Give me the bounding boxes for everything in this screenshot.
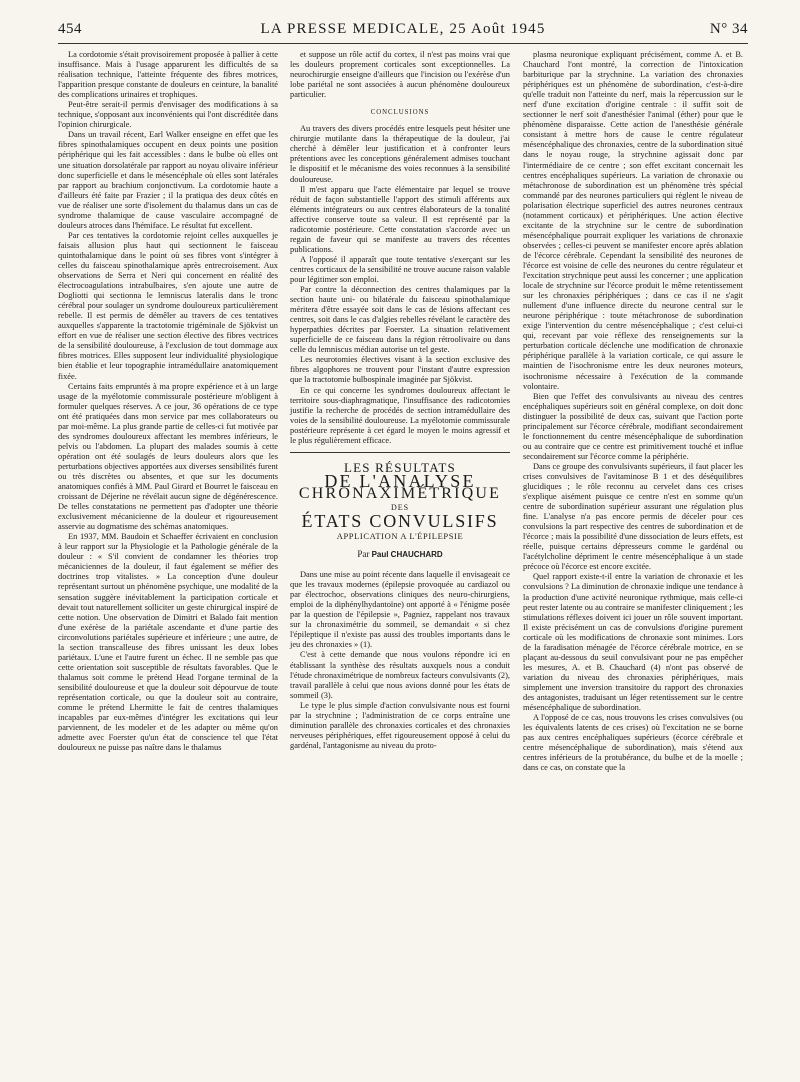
paragraph: Dans ce groupe des convulsivants supérieurs, il faut placer les crises convulsives de l'avitaminose B 1 et des déséquilibres glucidiques ; le rôle reconnu au cervelet dans ces crises s'explique aisément puisque ce centre n'est en somme qu'un centre de subordination supérieur assurant une régulation plus fine. L'analyse n'a pas encore permis de déceler pour ces convulsions la part respective des centres de subordination et de l'écorce ; mais la possibilité d'une dissociation de leurs effets, est réelle, puisque certains dépresseurs comme le gardénal ou l'acétylcholine dépriment le centre mésencéphalique à un stade précoce où l'écorce est encore excitée. <box>523 461 743 572</box>
article-title-line: CHRONAXIMÉTRIQUE <box>298 484 502 502</box>
article-author: Paul CHAUCHARD <box>371 550 443 560</box>
article-title-line: DES <box>390 502 410 512</box>
article-title-line: LES RÉSULTATS <box>344 459 456 475</box>
paragraph: Le type le plus simple d'action convulsivante nous est fourni par la strychnine ; l'administration de ce corps entraîne une diminution parallèle des chronaxies corticales et des chronaxies nerveuses périphériques, effet rigoureusement opposé à celui du gardénal, l'antagonisme au niveau du proto- <box>290 700 510 750</box>
paragraph: Certains faits empruntés à ma propre expérience et à un large usage de la myélotomie commissurale postérieure m'obligent à formuler quelques réserves. A ce jour, 36 opérations de ce type ont été pratiquées dans mon service par mes collaborateurs ou par moi-même. La plus grande partie de celles-ci fut motivée par des syndromes douloureux affectant les membres inférieurs, le pelvis ou l'abdomen. La plupart des malades soumis à cette opération ont été soulagés de leurs douleurs alors que les perturbations objectives apportées aux diverses sensibilités furent ou très discrètes ou absentes, et que sur les documents anatomiques confiés à MM. Paul Girard et Bourret le faisceau en croissant de Déjerine ne révélait aucun signe de dégénérescence. De telles constatations ne permettent pas d'adopter une théorie exclusivement mécanicienne de la douleur et rigoureusement asservie au dogmatisme des schémas anatomiques. <box>58 381 278 532</box>
conclusion-paragraph: En ce qui concerne les syndromes douloureux affectant le territoire sous-diaphragmatique, l'insuffisance des radicotomies justifie la recherche de procédés de section intramédullaire des voies de la sensibilité douloureuse. La myélotomie commissurale postérieure représente à cet égard le moyen le moins agressif et le plus régulièrement efficace. <box>290 385 510 445</box>
conclusion-paragraph: Au travers des divers procédés entre lesquels peut hésiter une chirurgie mutilante dans la thérapeutique de la douleur, j'ai cherché à démêler leur justification et à confronter leurs prétentions avec les conceptions généralement admises touchant le dispositif et le mécanisme des voies reconnues à la sensibilité douloureuse. <box>290 124 510 184</box>
paragraph: C'est à cette demande que nous voulons répondre ici en établissant la synthèse des résultats auxquels nous a conduit l'étude chronaximétrique de nombreux facteurs convulsivants (2), travail parallèle à celui que nous avions donné pour les états de sommeil (3). <box>290 650 510 700</box>
journal-title: LA PRESSE MEDICALE, 25 Août 1945 <box>260 20 546 37</box>
paragraph: Peut-être serait-il permis d'envisager des modifications à sa technique, s'opposant aux inconvénients qui l'ont discréditée dans l'opinion chirurgicale. <box>58 100 278 130</box>
page-number: 454 <box>58 20 82 37</box>
article-separator <box>290 452 510 453</box>
paragraph: Par ces tentatives la cordotomie rejoint celles auxquelles je faisais allusion plus haut qui sectionnent le faisceau quintothalamique dans le point où ses fibres vont s'intégrer à celles du faisceau spinothalamique après entrecroisement. Aux observations de Serra et Neri qui concernent en réalité des électrocoagulations intrabulbaires, s'en ajoute une autre de Dogliotti qui sectionna le lemniscus lateralis dans le tronc cérébral pour soulager un syndrome douloureux particulièrement rebelle. Il est permis de démêler au travers de ces tentatives auxquelles s'apparente la tractotomie trigéminale de Sjökvist un effort en vue de réaliser une section élective des fibres vectrices de la sensibilité douloureuse, à l'exclusion de tout dommage aux fibres motrices. Elles supposent leur individualité physiologique bien établie et leur topographie intramédullaire anatomiquement fixée. <box>58 230 278 381</box>
article-title-block <box>290 459 510 560</box>
conclusion-paragraph: Par contre la déconnection des centres thalamiques par la section haute uni- ou bilatérale du faisceau spinothalamique méritera d'être essayée soit dans le cas de lésions affectant ces centres, soit dans le cas d'algies rebelles révélant le caractère des hyperpathies décrites par Foerster. La situation relativement superficielle de ce faisceau dans la région rétroolivaire ou dans celle du lemniscus médian autorise un tel geste. <box>290 285 510 355</box>
paragraph: plasma neuronique expliquant précisément, comme A. et B. Chauchard l'ont montré, la correction de l'intoxication barbiturique par la strychnine. La variation des chronaxies périphériques est un phénomène de subordination, c'est-à-dire qu'elle traduit non l'atteinte du nerf, mais la répercussion sur le nerf d'une excitation d'origine centrale : il suffit soit de sectionner le nerf soit d'anesthésier l'animal (éther) pour que le phénomène disparaisse. Cette action de l'anesthésie générale consistant à mettre hors de cause le centre régulateur mésencéphalique des chronaxies, centre de la subordination situé dans le noyau rouge, la strychnine agissait donc par l'intermédiaire de ce centre ; son effet excitant concernait les centres encéphaliques supérieurs. La variation de chronaxie ou métachronose de subordination est un phénomène très spécial commandé par des neurones particuliers qui règlent le niveau de polarisation électrique superficiel des autres neurones centraux (notamment corticaux) et périphériques. Une action élective excitante de la strychnine sur le centre de subordination mésencéphalique pourrait expliquer les variations de chronaxie observées ; celles-ci peuvent se manifester encore après ablation de l'écorce cérébrale. Cependant la sensibilité des neurones de l'écorce est voisine de celle des neurones du centre régulateur et l'excitation strychnique peut aussi les concerner ; une application locale de strychnine sur l'écorce produit le même retentissement sur les chronaxies périphériques ; dans ce cas il ne s'agit nullement d'une influence directe du neurone central sur le neurone périphérique : toute métachronose de subordination exige l'intervention du centre mésencéphalique ; c'est celui-ci qui, recevant par voie réflexe des renseignements sur la perturbation corticale déclenche une modification de chronaxie périphérique parallèle à la variation corticale, ce qui assure le maintien de l'isochronisme entre les deux neurones moteurs, isochronisme nécessaire à l'exécution de la commande volontaire. <box>523 50 743 391</box>
paragraph: et suppose un rôle actif du cortex, il n'est pas moins vrai que les douleurs proprement corticales sont exceptionnelles. La neurochirurgie enseigne d'ailleurs que l'incision ou l'exérèse d'un lobe pariétal ne sont associées à aucun phénomène douloureux particulier. <box>290 50 510 100</box>
paragraph: Dans un travail récent, Earl Walker enseigne en effet que les fibres spinothalamiques occupent en deux points une position périphérique qui les fait accessibles : dans le bulbe où elles ont une situation dorsolatérale par rapport au noyau olivaire inférieur donc superficielle et dans le mésencéphale où elles sont latérales par rapport au brachium conjonctivum. La cordotomie haute a d'ailleurs été faite par Frazier ; il la pratiqua des deux côtés en vue de réaliser une sorte d'isolement du thalamus dans un cas de syndrome thalamique de cause vasculaire accompagné de douleurs atroces dans l'hémiface. Le résultat fut excellent. <box>58 130 278 230</box>
paragraph: Bien que l'effet des convulsivants au niveau des centres encéphaliques supérieurs soit en général complexe, on doit donc distinguer la possibilité de deux cas, suivant que l'action porte principalement sur l'écorce cérébrale, modifiant secondairement le fonctionnement du centre mésencéphalique de subordination ou au contraire que ce centre est primitivement touché et influe secondairement sur l'écorce comme la périphérie. <box>523 391 743 461</box>
running-header <box>58 16 748 42</box>
conclusions-heading: CONCLUSIONS <box>370 109 430 117</box>
article-title-line: DE L'ANALYSE <box>324 470 476 491</box>
paragraph: A l'opposé de ce cas, nous trouvons les crises convulsives (ou les équivalents latents de ces crises) où l'excitation ne se borne pas aux centres encéphaliques supérieurs (écorce cérébrale et centre mésencéphalique de subordination), mais s'étend aux centres inférieurs de la protubérance, du bulbe et de la moelle ; dans ce cas, on constate que la <box>523 713 743 773</box>
conclusion-paragraph: Les neurotomies électives visant à la section exclusive des fibres algophores ne trouvent pour l'instant d'autre expression que la tractotomie bulbospinale imaginée par Sjökvist. <box>290 355 510 385</box>
byline-prefix: Par <box>357 549 370 560</box>
paragraph: En 1937, MM. Baudoin et Schaeffer écrivaient en conclusion à leur rapport sur la Physiologie et la Pathologie générale de la douleur : « S'il convient de condamner les théories trop mécaniciennes de la douleur, il faut également se méfier des doctrines trop vitalistes. » La conception d'une douleur représentant surtout un phénomène psychique, une modalité de la sensation suggère inévitablement la participation corticale et devait tout naturellement solliciter un geste chirurgical inspiré de cette notion. Une observation de Dimitri et Balado fait mention d'une exérèse de la pariétale ascendante et d'une partie des circonvolutions pariétales supérieure et inférieure ; une autre, de la section transcalleuse des fibres unissant les deux lobes pariétaux. L'une et l'autre furent un échec. Il ne semble pas que cette orientation soit susceptible de résultats favorables. Que le thalamus soit comme le prétend Head l'organe terminal de la sensibilité douloureuse et que la douleur soit dépourvue de toute représentation corticale, ou que la douleur soit au contraire, comme le prétend Lhermitte le fait de centres thalamiques incapables par eux-mêmes d'intégrer les excitations qui leur parviennent, de les modeler et de les adapter ou même qu'on admette avec Foerster qu'un état de conscience tel que l'état douloureux ne puisse pas naître dans le thalamus <box>58 532 278 753</box>
conclusion-paragraph: Il m'est apparu que l'acte élémentaire par lequel se trouve réduit de façon substantielle l'apport des stimuli afférents aux éléments intégrateurs ou aux centres élaborateurs de la tonalité affective conserve toute sa valeur. Il est représenté par la radicotomie postérieure. Cette constatation s'accorde avec un regain de faveur qui se manifeste au travers des récentes publications. <box>290 184 510 254</box>
article-byline <box>290 549 510 560</box>
issue-number: N° 34 <box>709 20 748 37</box>
column-right <box>523 50 743 773</box>
conclusion-paragraph: A l'opposé il apparaît que toute tentative s'exerçant sur les centres corticaux de la sensibilité ne trouve aucune raison valable pour légitimer son emploi. <box>290 254 510 284</box>
column-left <box>58 50 278 753</box>
paragraph: La cordotomie s'était provisoirement proposée à pallier à cette insuffisance. Mais à l'usage apparurent les difficultés de sa réalisation technique, l'atteinte fréquente des fibres motrices, l'apparition presque constante de douleurs en ceinture, la banalité des complications urinaires et trophiques. <box>58 50 278 100</box>
paragraph: Dans une mise au point récente dans laquelle il envisageait ce que les travaux modernes (épilepsie provoquée au cardiazol ou par électrochoc, observations cliniques des neuro-chirurgiens, emploi de la diphénylhydantoïne) ont apporté à « l'énigme posée par la question de l'épilepsie », Pagniez, rappelant nos travaux sur la chronaximétrie du sommeil, se demandait « si chez l'épileptique il n'existe pas aussi des troubles importants dans le jeu des chronaxies » (1). <box>290 570 510 650</box>
header-rule <box>58 43 748 44</box>
column-middle <box>290 50 510 751</box>
article-subtitle: APPLICATION A L'ÉPILEPSIE <box>336 531 464 542</box>
article-title-line: ÉTATS CONVULSIFS <box>301 510 499 531</box>
paragraph: Quel rapport existe-t-il entre la variation de chronaxie et les convulsions ? La diminution de chronaxie indique une tendance à la production d'une activité neuronique rythmique, mais celle-ci peut rester latente ou au contraire se manifester cliniquement ; les stimulations réflexes doivent ici jouer un rôle souvent important. Il existe précisément un cas de convulsions d'origine purement corticale où les modifications de chronaxie sont minimes. Lors de la faradisation ménagée de l'écorce cérébrale motrice, en se plaçant au-dessous du seuil convulsivant pour ne pas empêcher les mesures, A. et B. Chauchard (4) n'ont pas observé de variation du niveau des chronaxies périphériques, mais simplement une inversion transitoire du rapport des chronaxies des antagonistes, traduisant un léger retentissement sur le centre mésencéphalique de subordination. <box>523 572 743 713</box>
